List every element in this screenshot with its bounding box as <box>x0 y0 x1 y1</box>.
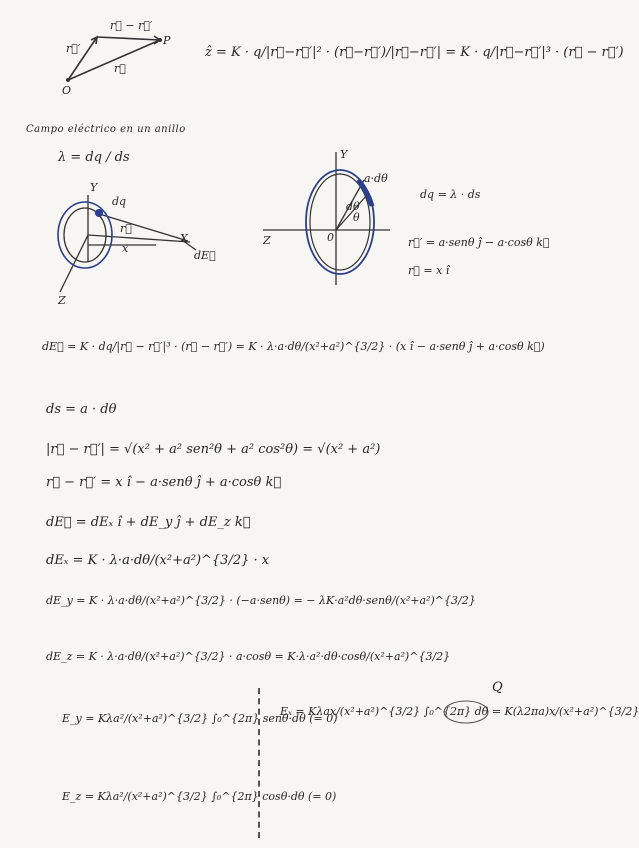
section-title: Campo eléctrico en un anillo <box>26 124 186 135</box>
equation-dEz: dE_z = K · λ·a·dθ/(x²+a²)^{3/2} · a·cosθ = K·λ·a²·dθ·cosθ/(x²+a²)^{3/2} <box>46 650 451 663</box>
equation-rprime: r⃗′ = a·senθ ĵ − a·cosθ k⃗ <box>408 236 550 249</box>
label-a-dtheta: a·dθ <box>364 172 388 185</box>
label-x-axis: X <box>180 232 188 245</box>
equation-r: r⃗ = x î <box>408 264 450 277</box>
label-z-front: Z <box>263 234 271 247</box>
label-z-axis: Z <box>58 294 66 307</box>
ring-outer <box>58 202 112 268</box>
equation-dE: dE⃗ = K · dq/|r⃗ − r⃗′|³ · (r⃗ − r⃗′) = K · λ·a·dθ/(x²+a²)^{3/2} · (x î − a·senθ ĵ + a·cosθ k⃗) <box>42 340 545 353</box>
axis-x <box>88 235 190 242</box>
equation-dEx: dEₓ = K · λ·a·dθ/(x²+a²)^{3/2} · x <box>46 553 270 568</box>
equation-Ex: Eₓ = Kλax/(x²+a²)^{3/2} ∫₀^{2π} dθ = K(λ2πa)x/(x²+a²)^{3/2} <box>280 705 639 718</box>
label-p: P <box>163 34 171 47</box>
label-rprime: r⃗′ <box>66 42 81 55</box>
label-o: O <box>62 84 72 97</box>
label-r: r⃗ <box>114 62 126 75</box>
equation-components: dE⃗ = dEₓ î + dE_y ĵ + dE_z k⃗ <box>46 515 251 530</box>
equation-Ey: E_y = Kλa²/(x²+a²)^{3/2} ∫₀^{2π} senθ·dθ (= 0) <box>62 712 338 725</box>
label-dE: dE⃗ <box>194 249 216 262</box>
label-theta: θ <box>353 211 360 224</box>
equation-dq: dq = λ · ds <box>420 188 481 201</box>
lambda-definition: λ = dq / ds <box>58 150 130 165</box>
label-y-axis: Y <box>90 181 98 194</box>
label-r-ring: r⃗ <box>120 222 132 235</box>
label-r-minus-rprime: r⃗ − r⃗′ <box>110 19 153 32</box>
label-dq: dq <box>112 195 127 208</box>
divider-dashed <box>258 688 260 838</box>
axis-z <box>60 235 88 292</box>
equation-unit-vector: ẑ = K · q/|r⃗−r⃗′|² · (r⃗−r⃗′)/|r⃗−r⃗′| = K · q/|r⃗−r⃗′|³ · (r⃗ − r⃗′) <box>205 45 624 60</box>
label-total-charge: Q <box>492 680 503 695</box>
equation-Ez: E_z = Kλa²/(x²+a²)^{3/2} ∫₀^{2π} cosθ·dθ (= 0) <box>62 790 337 803</box>
equation-dEy: dE_y = K · λ·a·dθ/(x²+a²)^{3/2} · (−a·senθ) = − λK·a²dθ·senθ/(x²+a²)^{3/2} <box>46 594 476 607</box>
equation-difference: r⃗ − r⃗′ = x î − a·senθ ĵ + a·cosθ k⃗ <box>46 475 282 490</box>
label-dtheta: dθ <box>346 200 360 213</box>
label-x-distance: x <box>122 242 129 255</box>
equation-ds: ds = a · dθ <box>46 402 117 417</box>
label-y-front: Y <box>340 148 348 161</box>
equation-norm: |r⃗ − r⃗′| = √(x² + a² sen²θ + a² cos²θ) = √(x² + a²) <box>46 442 381 457</box>
charge-element <box>95 209 103 217</box>
vector-r-minus-rprime <box>97 37 160 40</box>
label-origin: 0 <box>327 231 334 244</box>
